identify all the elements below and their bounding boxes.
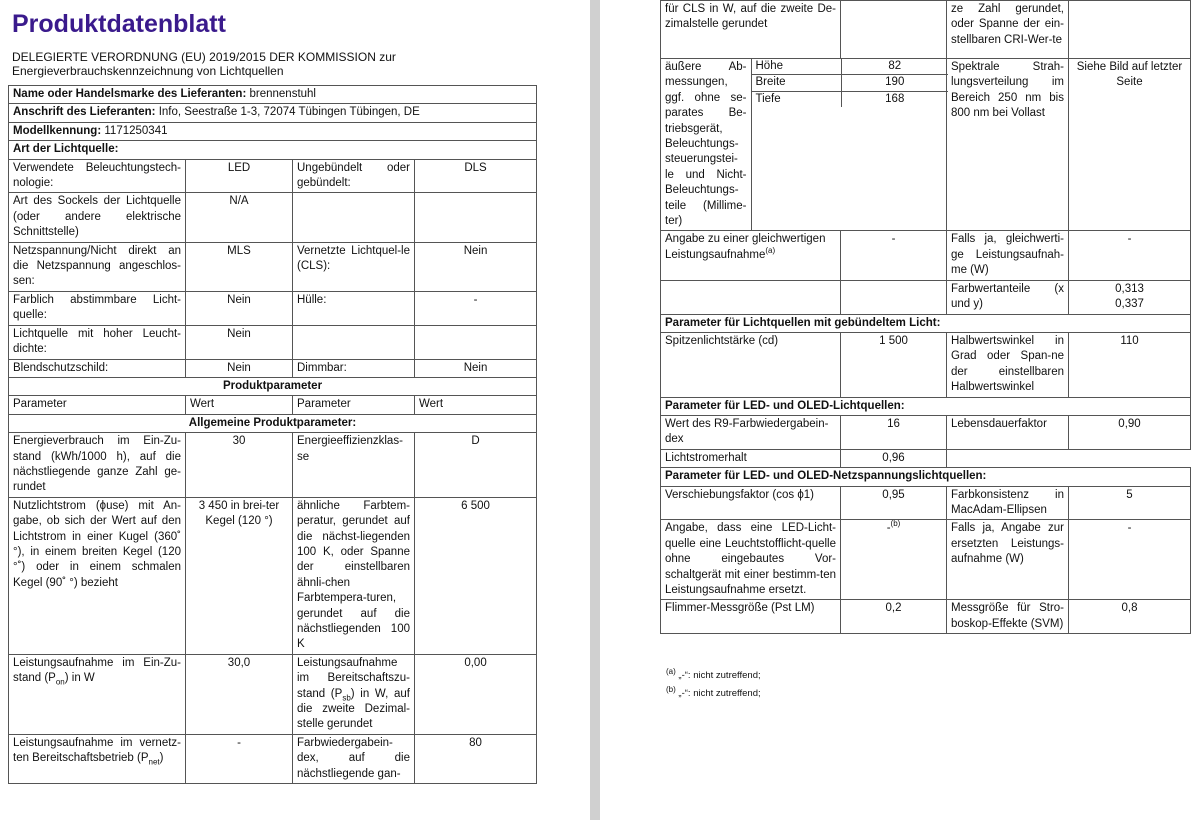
table-row (661, 231, 1191, 280)
supplier-value: brennenstuhl (249, 88, 316, 100)
value-cell: Nein (415, 359, 537, 377)
value-cell (415, 193, 537, 242)
value-cell: 0,00 (415, 654, 537, 734)
value-cell: DLS (415, 159, 537, 193)
dimension-row (752, 91, 948, 107)
param-cell: Lebensdauerfaktor (947, 415, 1069, 449)
value-cell: 6 500 (415, 497, 537, 654)
table-row (661, 280, 1191, 314)
param-cell: für CLS in W, auf die zweite De-zimalstelle gerundet (661, 1, 841, 59)
param-cell (9, 734, 186, 783)
value-cell: MLS (186, 242, 293, 291)
footnote-ref: (a) (765, 246, 776, 256)
table-row (661, 520, 1191, 600)
value-cell: 30 (186, 433, 293, 498)
param-cell (293, 193, 415, 242)
product-params-heading: Produktparameter (9, 377, 537, 395)
param-text: ) in W, auf die zweite Dezimal-stelle gerundet (297, 687, 410, 731)
dimension-row (752, 59, 948, 75)
param-cell: Spektrale Strah-lungsverteilung im Bereich 250 nm bis 800 nm bei Vollast (947, 59, 1069, 231)
value-cell: 16 (841, 415, 947, 449)
table-row (661, 486, 1191, 520)
param-cell: Energieverbrauch im Ein-Zu-stand (kWh/1000 h), auf die nächstliegende ganze Zahl ge-rundet (9, 433, 186, 498)
dimensions-label: äußere Ab-messungen, ggf. ohne se-parates Be-triebsgerät, Beleuchtungs-steuerungstei-le und Nicht-Beleuchtungs-teile (Millime-ter) (661, 59, 751, 230)
general-heading: Allgemeine Produktparameter: (9, 414, 537, 432)
param-cell: Ungebündelt oder gebündelt: (293, 159, 415, 193)
value-cell: 30,0 (186, 654, 293, 734)
chroma-y: 0,337 (1115, 298, 1144, 311)
table-row (9, 654, 537, 734)
param-cell: Falls ja, Angabe zur ersetzten Leistungs-aufnahme (W) (947, 520, 1069, 600)
value-cell: 3 450 in brei-ter Kegel (120 °) (186, 497, 293, 654)
param-cell: Verwendete Beleuchtungstech-nologie: (9, 159, 186, 193)
param-cell: Farbkonsistenz in MacAdam-Ellipsen (947, 486, 1069, 520)
mains-heading: Parameter für LED- und OLED-Netzspannungslichtquellen: (661, 468, 1191, 486)
param-cell: Netzspannung/Nicht direkt an die Netzspannung angeschlos-sen: (9, 242, 186, 291)
address-label: Anschrift des Lieferanten: (13, 106, 156, 119)
param-text: Leistungsaufnahme im Bereitschaftszu-stand (P (297, 656, 410, 700)
param-cell: Vernetzte Lichtquel-le (CLS): (293, 242, 415, 291)
param-cell: ze Zahl gerundet, oder Spanne der ein-stellbaren CRI-Wer-te (947, 1, 1069, 59)
param-cell: Farbwiedergabein-dex, auf die nächstliegende gan- (293, 734, 415, 783)
param-cell: Lichtquelle mit hoher Leucht-dichte: (9, 325, 186, 359)
param-cell: Nutzlichtstrom (ϕuse) mit An-gabe, ob sich der Wert auf den Lichtstrom in einer Kugel (360˚ °), in einem breiten Kegel (120 °˚) oder in einem schmalen Kegel (90˚ °) bezieht (9, 497, 186, 654)
param-cell: Wert des R9-Farbwiedergabein-dex (661, 415, 841, 449)
param-cell: Flimmer-Messgröße (Pst LM) (661, 600, 841, 634)
table-row (661, 415, 1191, 449)
section-heading-general (9, 414, 537, 432)
value-cell: N/A (186, 193, 293, 242)
value-cell: - (186, 734, 293, 783)
param-subscript: sb (342, 692, 351, 702)
table-row (661, 449, 1191, 467)
address-value: Info, Seestraße 1-3, 72074 Tübingen Tübingen, DE (158, 106, 420, 119)
footnote-a (666, 666, 761, 681)
datasheet-page-left (0, 0, 590, 820)
table-row (9, 433, 537, 498)
param-cell: Spitzenlichtstärke (cd) (661, 332, 841, 397)
dimension-key: Tiefe (752, 91, 842, 107)
section-heading-directional (661, 314, 1191, 332)
regulation-line-1: DELEGIERTE VERORDNUNG (EU) 2019/2015 DER KOMMISSION zur (12, 50, 396, 64)
value-cell: Nein (415, 242, 537, 291)
param-text: ) (159, 752, 164, 765)
value-cell: D (415, 433, 537, 498)
param-cell (9, 654, 186, 734)
table-row (9, 359, 537, 377)
param-cell: Dimmbar: (293, 359, 415, 377)
type-heading: Art der Lichtquelle: (9, 141, 537, 159)
section-heading-led (661, 397, 1191, 415)
param-cell: Farbwertanteile (x und y) (947, 280, 1069, 314)
dimension-value: 82 (842, 59, 948, 75)
dimensions-cell (661, 59, 947, 231)
value-cell: 110 (1069, 332, 1191, 397)
param-cell (293, 325, 415, 359)
value-cell: Nein (186, 291, 293, 325)
param-text: Leistungsaufnahme im Ein-Zu-stand (P (13, 656, 181, 685)
table-row (661, 332, 1191, 397)
section-heading-type (9, 141, 537, 159)
value-cell: Siehe Bild auf letzter Seite (1069, 59, 1191, 231)
led-heading: Parameter für LED- und OLED-Lichtquellen: (661, 397, 1191, 415)
param-cell (661, 280, 841, 314)
value-cell: Nein (186, 359, 293, 377)
directional-heading: Parameter für Lichtquellen mit gebündeltem Licht: (661, 314, 1191, 332)
regulation-line-2: Energieverbrauchskennzeichnung von Lichtquellen (12, 64, 284, 78)
param-cell: Falls ja, gleichwerti-ge Leistungsaufnah-me (W) (947, 231, 1069, 280)
dimension-value: 190 (842, 75, 948, 91)
param-cell: Blendschutzschild: (9, 359, 186, 377)
model-label: Modellkennung: (13, 124, 102, 137)
param-cell: Art des Sockels der Lichtquelle (oder andere elektrische Schnittstelle) (9, 193, 186, 242)
regulation-header (12, 50, 535, 78)
table-row (9, 325, 537, 359)
table-row (9, 159, 537, 193)
footnote-mark: (b) (666, 684, 676, 694)
datasheet-page-right (600, 0, 1200, 820)
value-cell: 80 (415, 734, 537, 783)
table-row (9, 734, 537, 783)
col-header-value: Wert (186, 396, 293, 414)
param-cell: Energieeffizienzklas-se (293, 433, 415, 498)
dimensions-table (752, 59, 948, 107)
param-cell: Halbwertswinkel in Grad oder Span-ne der einstellbaren Halbwertswinkel (947, 332, 1069, 397)
page-title: Produktdatenblatt (12, 10, 226, 38)
param-cell (293, 654, 415, 734)
param-text: Angabe zu einer gleichwertigen Leistungsaufnahme (665, 233, 826, 261)
value-cell (1069, 1, 1191, 59)
param-cell: Messgröße für Stro-boskop-Effekte (SVM) (947, 600, 1069, 634)
section-heading-mains (661, 468, 1191, 486)
param-subscript: on (55, 677, 65, 687)
value-cell: LED (186, 159, 293, 193)
datasheet-table-left (8, 85, 537, 784)
table-row (661, 1, 1191, 59)
value-text: - (886, 522, 891, 535)
dimension-key: Höhe (752, 59, 842, 75)
value-cell (415, 325, 537, 359)
footnote-text: „-“: nicht zutreffend; (678, 670, 761, 681)
value-cell (841, 280, 947, 314)
value-cell: 5 (1069, 486, 1191, 520)
value-cell: 0,2 (841, 600, 947, 634)
footnote-b (666, 684, 761, 699)
address-row (9, 104, 537, 122)
param-cell: Farblich abstimmbare Licht-quelle: (9, 291, 186, 325)
param-cell: Verschiebungsfaktor (cos ϕ1) (661, 486, 841, 520)
model-value: 1171250341 (104, 124, 168, 137)
supplier-row (9, 86, 537, 104)
value-cell: 0,8 (1069, 600, 1191, 634)
table-row (9, 291, 537, 325)
dimension-value: 168 (842, 91, 948, 107)
dimension-row (752, 75, 948, 91)
footnote-ref: (b) (890, 519, 901, 529)
dimensions-row (661, 59, 1191, 231)
dimension-key: Breite (752, 75, 842, 91)
value-cell: Nein (186, 325, 293, 359)
param-text: ) in W (64, 672, 95, 685)
table-row (9, 242, 537, 291)
table-row (661, 600, 1191, 634)
param-cell: Angabe, dass eine LED-Licht-quelle eine Leuchtstofflicht-quelle ohne eingebautes Vor-schaltgerät mit einer bestimm-ten Leistungsaufnahme ersetzt. (661, 520, 841, 600)
value-cell: 1 500 (841, 332, 947, 397)
value-cell: 0,96 (841, 449, 947, 467)
table-row (9, 497, 537, 654)
value-cell (1069, 280, 1191, 314)
param-cell: Lichtstromerhalt (661, 449, 841, 467)
param-cell: Hülle: (293, 291, 415, 325)
param-cell (661, 231, 841, 280)
supplier-label: Name oder Handelsmarke des Lieferanten: (13, 88, 247, 100)
value-cell: - (415, 291, 537, 325)
value-cell: 0,90 (1069, 415, 1191, 449)
value-cell (841, 1, 947, 59)
value-cell: - (1069, 231, 1191, 280)
col-header-value: Wert (415, 396, 537, 414)
footnote-text: „-“: nicht zutreffend; (678, 688, 761, 699)
param-text: Leistungsaufnahme im vernetz-ten Bereitschaftsbetrieb (P (13, 736, 181, 765)
dimensions-layout (661, 59, 947, 230)
model-row (9, 122, 537, 140)
page-gutter (590, 0, 600, 820)
value-cell (841, 520, 947, 600)
datasheet-table-right (660, 0, 1191, 634)
chroma-x: 0,313 (1115, 282, 1144, 295)
value-cell: - (1069, 520, 1191, 600)
col-header-param: Parameter (9, 396, 186, 414)
footnote-mark: (a) (666, 666, 676, 676)
value-cell: 0,95 (841, 486, 947, 520)
value-cell: - (841, 231, 947, 280)
section-heading-product-params (9, 377, 537, 395)
column-header-row (9, 396, 537, 414)
param-subscript: net (148, 757, 160, 767)
table-row (9, 193, 537, 242)
col-header-param: Parameter (293, 396, 415, 414)
param-cell: ähnliche Farbtem-peratur, gerundet auf die nächst-liegenden 100 K, oder Spanne der einstellbaren ähnli-chen Farbtempera-turen, gerundet auf die nächstliegenden 100 K (293, 497, 415, 654)
